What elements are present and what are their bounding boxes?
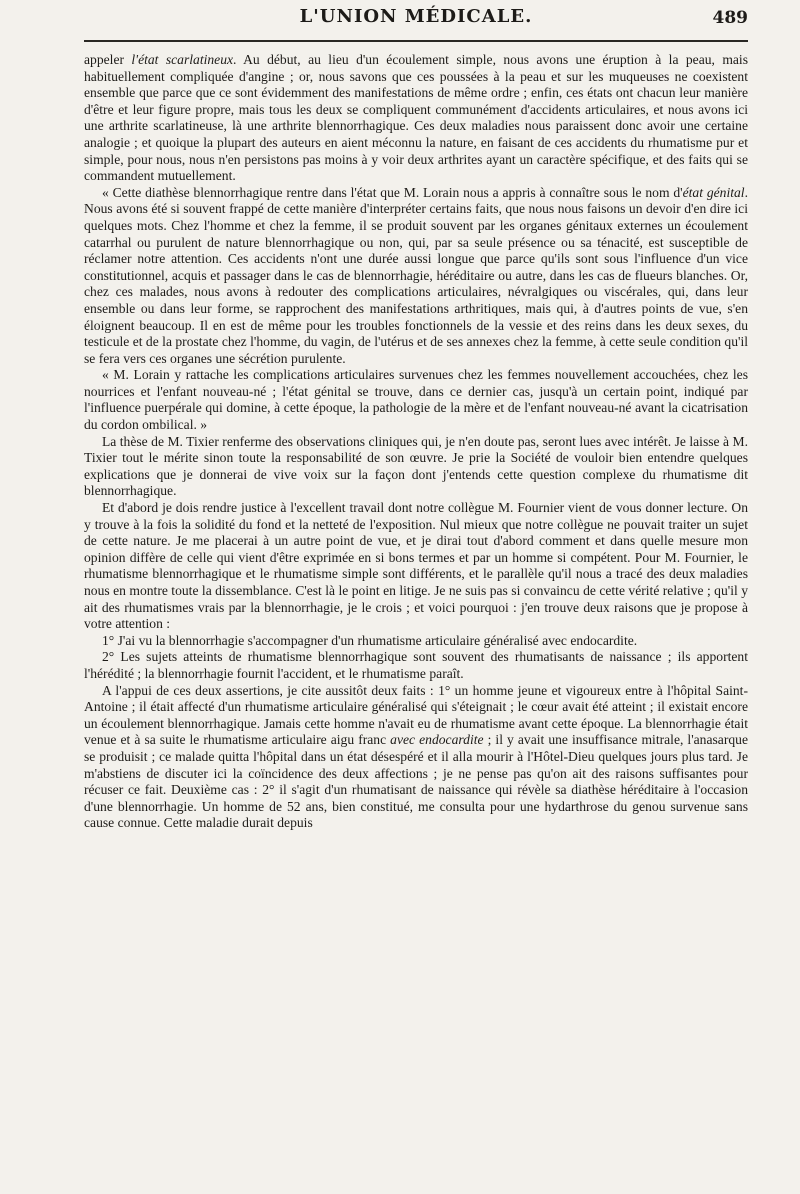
italic-run: avec endocardite xyxy=(390,732,484,748)
paragraph-p2 xyxy=(84,185,748,368)
text-run: . Au début, au lieu d'un écoulement simple, nous avons une éruption à la peau, mais habituellement compliquée d'angine ; or, nous savons que ces poussées à la peau et sur les muqueuses ne coexistent ensemble que parce que ce sont évidemment des manifestations de même ordre ; enfin, ces états ont chacun leur manière d'être et leur figure propre, mais tous les deux se compliquent communément d'accidents articulaires, et nous avons ici une arthrite scarlatineuse, là une arthrite blennorrhagique. Ces deux maladies nous paraissent donc avoir une certaine analogie ; et quoique la plupart des auteurs en aient méconnu la nature, en faisant de ces accidents du rhumatisme pur et simple, pour nous, nous n'en persistons pas moins à y voir deux arthrites ayant un caractère spécifique, et des faits qui se commandent mutuellement. xyxy=(84,52,748,184)
paragraph-p8 xyxy=(84,683,748,832)
text-run: 1° J'ai vu la blennorrhagie s'accompagner d'un rhumatisme articulaire généralisé avec endocardite. xyxy=(102,632,638,648)
italic-run: l'état scarlatineux xyxy=(131,52,234,67)
paragraph-p5 xyxy=(84,500,748,633)
paragraph-p7 xyxy=(84,649,748,682)
journal-title: L'UNION MÉDICALE. xyxy=(299,6,533,27)
header-rule xyxy=(84,40,748,42)
paragraph-p3 xyxy=(84,367,748,433)
text-run: « Cette diathèse blennorrhagique rentre dans l'état que M. Lorain nous a appris à connaître sous le nom d' xyxy=(102,184,683,200)
text-run: . Nous avons été si souvent frappé de cette manière d'interpréter certains faits, que nous nous faisons un devoir d'en dire ici quelques mots. Chez l'homme et chez la femme, il se produit souvent par les organes génitaux externes un écoulement catarrhal ou purulent de nature blennorrhagique ou non, qui, par sa seule présence ou sa ténacité, est susceptible de réclamer notre attention. Ces accidents n'ont une durée aussi longue que parce qu'ils sont sous l'influence d'un vice constitutionnel, acquis et passager dans le cas de blennorrhagie, héréditaire ou autre, dans les cas de flueurs blanches. Or, chez ces malades, nous avons à redouter des complications articulaires, névralgiques ou viscérales, qui, dans leur ensemble ou dans leur forme, se rapprochent des manifestations arthritiques, mais qui, à d'autres points de vue, s'en éloignent beaucoup. Il en est de même pour les troubles fonctionnels de la vessie et des reins dans les deux sexes, du testicule et de la prostate chez l'homme, du vagin, de l'utérus et de ses annexes chez la femme, à cette seule condition qu'il se fera vers ces organes une sécrétion purulente. xyxy=(84,184,748,366)
paragraph-p6 xyxy=(84,633,748,650)
page-number: 489 xyxy=(712,8,748,28)
text-run: ; il y avait une insuffisance mitrale, l'anasarque se produisit ; ce malade quitta l'hôpital dans un état désespéré et il alla mourir à l'Hôtel-Dieu quelques jours plus tard. Je m'abstiens de discuter ici la coïncidence des deux affections ; je ne pense pas qu'on ait des raisons suffisantes pour récuser ce fait. Deuxième cas : 2° il s'agit d'un rhumatisant de naissance qui révèle sa diathèse héréditaire à l'occasion d'une blennorrhagie. Un homme de 52 ans, bien constitué, me consulta pour une hydarthrose du genou survenue sans cause connue. Cette maladie durait depuis xyxy=(84,732,748,831)
text-run: A l'appui de ces deux assertions, je cite aussitôt deux faits : 1° un homme jeune et vigoureux entre à l'hôpital Saint-Antoine ; il était affecté d'un rhumatisme articulaire généralisé qui s'éteignait ; le cœur avait été atteint ; il existait encore un écoulement blennorrhagique. Jamais cette homme n'avait eu de rhumatisme avant cette époque. La blennorrhagie était venue et à sa suite le rhumatisme articulaire aigu franc xyxy=(84,682,748,748)
paragraph-p1 xyxy=(84,52,748,185)
running-head xyxy=(84,6,748,34)
italic-run: état génital xyxy=(682,184,745,200)
text-run: « M. Lorain y rattache les complications articulaires survenues chez les femmes nouvellement accouchées, chez les nourrices et l'enfant nouveau-né ; l'état génital se trouve, dans ce dernier cas, jusqu'à un certain point, indiqué par l'influence puerpérale qui domine, à cette époque, la pathologie de la mère et de l'enfant nouveau-né avant la cicatrisation du cordon ombilical. » xyxy=(84,367,748,433)
text-run: La thèse de M. Tixier renferme des observations cliniques qui, je n'en doute pas, seront lues avec intérêt. Je laisse à M. Tixier tout le mérite sinon toute la responsabilité de son œuvre. Je prie la Société de vouloir bien entendre quelques explications que je donnerai de vive voix sur la façon dont j'entends cette question complexe du rhumatisme dit blennorrhagique. xyxy=(84,433,748,499)
text-run: 2° Les sujets atteints de rhumatisme blennorrhagique sont souvent des rhumatisants de naissance ; ils apportent l'hérédité ; la blennorrhagie fournit l'accident, et le rhumatisme paraît. xyxy=(84,649,748,681)
text-run: appeler xyxy=(84,52,132,67)
article-body xyxy=(84,52,748,832)
text-run: Et d'abord je dois rendre justice à l'excellent travail dont notre collègue M. Fournier vient de vous donner lecture. On y trouve à la fois la solidité du fond et la netteté de l'exposition. Nul mieux que notre collègue ne pouvait traiter un sujet de cette nature. Je me placerai à un autre point de vue, et je dirai tout d'abord comment et dans quelle mesure mon opinion diffère de celle qui vient d'être exprimée en si bons termes et par un homme si compétent. Pour M. Fournier, le rhumatisme blennorrhagique et le rhumatisme simple sont différents, et le parallèle qu'il nous a tracé des deux maladies nous en montre toute la dissemblance. C'est là le point en litige. Je ne suis pas si convaincu de cette vérité relative ; qu'il y ait des rhumatismes vrais par la blennorrhagie, je le crois ; et voici pourquoi : j'en trouve deux raisons que je propose à votre attention : xyxy=(84,500,748,632)
paragraph-p4 xyxy=(84,434,748,500)
